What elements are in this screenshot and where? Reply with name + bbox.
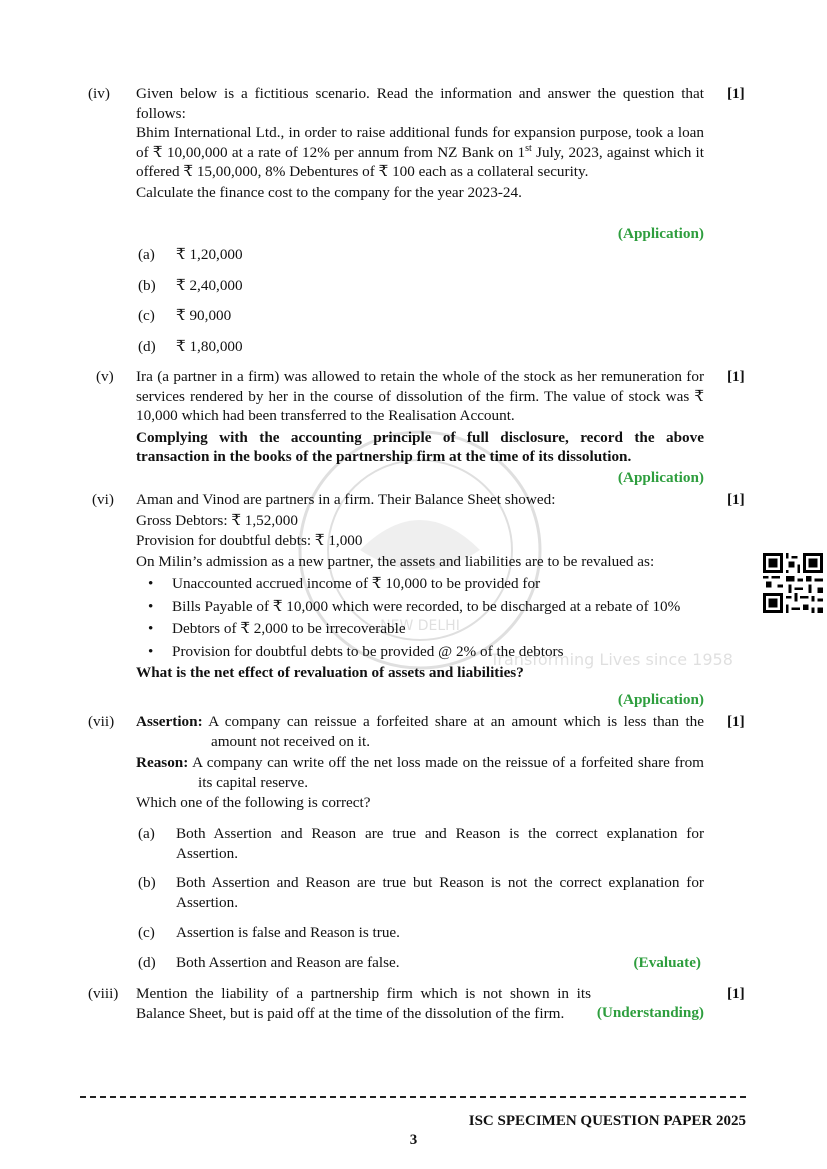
revaluation-list [136, 574, 704, 661]
cognitive-tag: (Application) [617, 225, 704, 242]
page-number: 3 [409, 1132, 418, 1148]
question-intro: Given below is a fictitious scenario. Read the information and answer the question that follows: [136, 85, 704, 122]
question-number: (v) [96, 368, 114, 385]
list-item: • Provision for doubtful debts to be provided @ 2% of the debtors [136, 642, 704, 662]
cognitive-tag: (Application) [617, 691, 704, 708]
balance-line: Provision for doubtful debts: ₹ 1,000 [136, 532, 363, 549]
watermark-motto: Transforming Lives since 1958 [490, 650, 733, 669]
cognitive-tag: (Evaluate) [633, 954, 701, 971]
question-vi [136, 490, 704, 683]
marks: [1] [727, 85, 745, 102]
assertion: Assertion: A company can reissue a forfeited share at an amount which is less than the amount not received on it. [136, 713, 704, 750]
reason: Reason: A company can write off the net loss made on the reissue of a forfeited share from its capital reserve. [136, 754, 704, 791]
cognitive-tag: (Application) [617, 469, 704, 486]
watermark-city: NEW DELHI [380, 618, 460, 634]
question-number: (iv) [88, 85, 110, 102]
question-text: Ira (a partner in a firm) was allowed to retain the whole of the stock as her remuneration for services rendered by her in the course of dissolution of the firm. The value of stock was ₹ 10,000 which had been transferred to the Realisation Account. [136, 368, 704, 424]
marks: [1] [727, 713, 745, 730]
list-item: • Debtors of ₹ 2,000 to be irrecoverable [136, 619, 704, 639]
question-text: What is the net effect of revaluation of assets and liabilities? [136, 664, 524, 681]
question-number: (viii) [88, 985, 119, 1002]
question-number: (vi) [92, 491, 114, 508]
balance-line: Gross Debtors: ₹ 1,52,000 [136, 511, 298, 529]
question-number: (vii) [88, 713, 115, 730]
cognitive-tag: (Understanding) [596, 1004, 704, 1021]
marks: [1] [727, 985, 745, 1002]
list-item: • Bills Payable of ₹ 10,000 which were recorded, to be discharged at a rebate of 10% [136, 597, 704, 617]
question-instruction: Complying with the accounting principle of full disclosure, record the above transaction in the books of the partnership firm at the time of its dissolution. [136, 428, 704, 465]
question-iv [136, 84, 704, 202]
footer-title: ISC SPECIMEN QUESTION PAPER 2025 [468, 1113, 746, 1129]
revaluation-intro: On Milin’s admission as a new partner, the assets and liabilities are to be revalued as: [136, 552, 655, 570]
question-intro: Aman and Vinod are partners in a firm. Their Balance Sheet showed: [136, 491, 556, 508]
question-scenario: Bhim International Ltd., in order to raise additional funds for expansion purpose, took a loan of ₹ 10,00,000 at a rate of 12% per annum from NZ Bank on 1st July, 2023, against which it offered ₹ 15,00,000, 8% Debentures of ₹ 100 each as a collateral security. [136, 124, 704, 180]
question-v [136, 367, 704, 467]
list-item: • Unaccounted accrued income of ₹ 10,000 to be provided for [136, 574, 704, 594]
marks: [1] [727, 491, 745, 508]
qr-code-icon [763, 553, 823, 613]
marks: [1] [727, 368, 745, 385]
question-vii [136, 712, 704, 813]
question-text: Which one of the following is correct? [136, 794, 371, 811]
question-text: Mention the liability of a partnership firm which is not shown in its Balance Sheet, but is paid off at the time of the dissolution of the firm. [136, 985, 591, 1022]
footer-divider [80, 1096, 746, 1098]
question-text: Calculate the finance cost to the company for the year 2023-24. [136, 183, 522, 201]
